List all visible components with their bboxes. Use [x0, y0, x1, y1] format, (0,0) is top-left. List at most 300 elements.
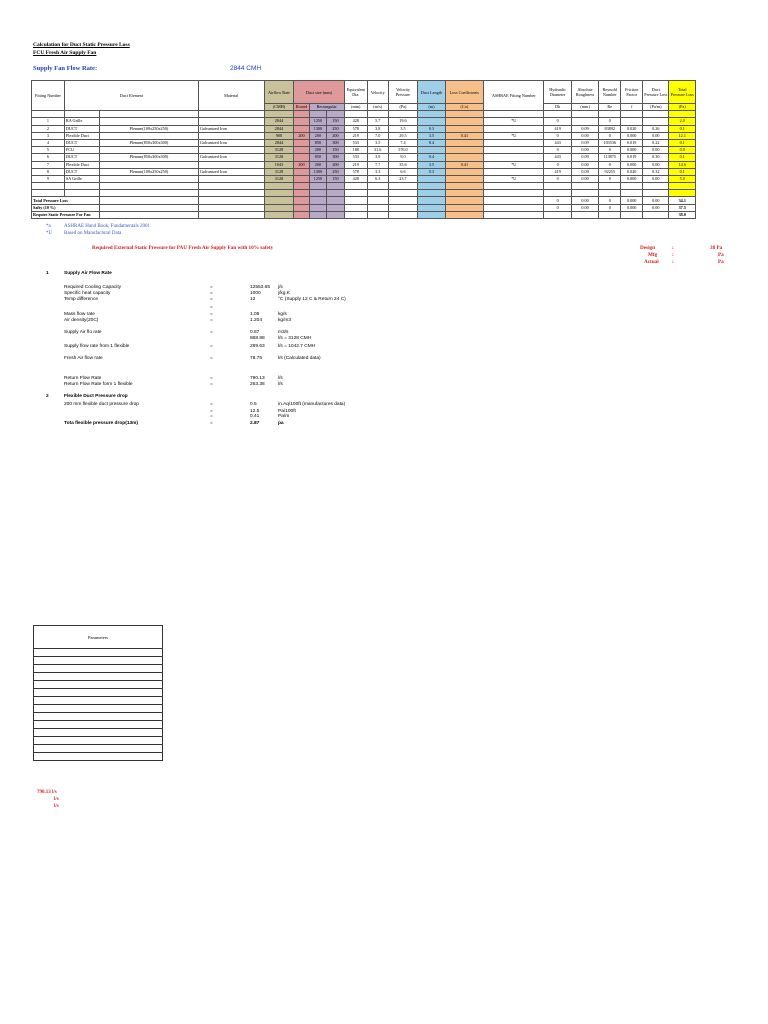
calc-value: 12 — [250, 297, 256, 302]
table-cell — [344, 204, 367, 211]
table-cell: (mm) — [571, 104, 598, 111]
section-number: 2 — [46, 394, 49, 399]
table-cell: 200 — [294, 132, 309, 139]
header-fitting: Fitting Number — [32, 81, 65, 111]
table-cell — [198, 132, 264, 139]
table-cell: Flexible Duct — [64, 161, 99, 168]
table-cell: 219 — [344, 132, 367, 139]
calc-label: Tota flexible pressure drop(13m) — [64, 421, 139, 426]
design-value: 38 Pa — [710, 245, 723, 251]
table-cell: 0.00 — [643, 204, 669, 211]
table-cell: 150 — [327, 147, 345, 154]
table-cell: Galvanized Iron — [198, 125, 264, 132]
parameters-row — [34, 657, 163, 665]
table-cell — [198, 211, 264, 218]
table-row — [32, 111, 696, 118]
actual-colon: : — [672, 259, 674, 265]
table-cell — [64, 183, 99, 190]
parameters-cell — [34, 681, 163, 689]
calc-value: 868.88 — [250, 336, 265, 341]
table-cell — [621, 211, 643, 218]
actual-value: Pa — [718, 259, 724, 265]
table-cell — [418, 118, 445, 125]
parameters-row — [34, 705, 163, 713]
table-cell: 7 — [32, 161, 65, 168]
table-cell: 3.5 — [418, 132, 445, 139]
header-velocity: Velocity — [367, 81, 388, 104]
calc-label: Return Flow Rate form 1 flexible — [64, 382, 133, 387]
bottom-left-value-3: l/s — [54, 804, 59, 809]
table-cell: 0 — [544, 197, 571, 204]
mfg-colon: : — [672, 252, 674, 258]
table-cell: 200 — [309, 132, 327, 139]
table-cell — [621, 190, 643, 197]
table-cell — [445, 204, 483, 211]
table-cell: 0 — [544, 175, 571, 182]
table-cell: Plenum(100x250x250) — [100, 168, 199, 175]
table-cell: 83892 — [599, 125, 621, 132]
table-cell — [100, 211, 199, 218]
supply-flow-label: Supply Fan Flow Rate: — [33, 65, 98, 72]
table-cell: 533 — [344, 154, 367, 161]
parameters-row — [34, 665, 163, 673]
table-cell: 0.09 — [571, 125, 598, 132]
header-reynolds: Reynold Number — [599, 81, 621, 104]
calc-unit: l/s = 1042.7 CMH — [278, 344, 316, 349]
table-cell: 0.00 — [571, 175, 598, 182]
table-cell: Galvanized Iron — [198, 168, 264, 175]
header-element: Duct Element — [64, 81, 198, 111]
table-cell: 0.1 — [669, 139, 696, 146]
table-cell — [388, 190, 418, 197]
table-cell — [198, 175, 264, 182]
table-cell — [388, 204, 418, 211]
table-cell — [264, 211, 294, 218]
table-cell — [100, 111, 199, 118]
calc-unit: in.Aq/100ft (manufactures data) — [278, 402, 346, 407]
parameters-cell — [34, 729, 163, 737]
section-title: Supply Air Flow Rate — [64, 271, 112, 276]
parameters-row — [34, 729, 163, 737]
table-cell — [445, 147, 483, 154]
calc-label: Air density(20C) — [64, 318, 99, 323]
table-cell: 6 — [32, 154, 65, 161]
table-cell: 5 — [32, 147, 65, 154]
table-cell — [621, 183, 643, 190]
table-cell — [367, 183, 388, 190]
table-cell: 300 — [327, 154, 345, 161]
table-cell: RA Grille — [64, 118, 99, 125]
table-cell: 113875 — [599, 154, 621, 161]
parameters-cell — [34, 753, 163, 761]
table-cell — [544, 183, 571, 190]
table-cell: 0.00 — [643, 197, 669, 204]
table-cell: 1250 — [309, 118, 327, 125]
table-cell: Plenum(850x300x300) — [100, 139, 199, 146]
table-cell — [445, 190, 483, 197]
table-cell: 23.7 — [388, 175, 418, 182]
design-colon: : — [672, 245, 674, 251]
table-cell: (Pa) — [669, 104, 696, 111]
table-cell — [484, 211, 544, 218]
calc-unit: Pa/100ft — [278, 409, 296, 414]
table-cell: 200 — [309, 161, 327, 168]
table-cell: 0.1 — [669, 154, 696, 161]
table-cell — [484, 147, 544, 154]
table-cell — [64, 111, 99, 118]
table-cell: 1 — [32, 118, 65, 125]
table-cell — [100, 190, 199, 197]
calc-unit: l/s — [278, 376, 283, 381]
calc-label: Required Cooling Capacity — [64, 285, 122, 290]
table-cell: 0.09 — [571, 139, 598, 146]
table-cell: 150 — [327, 118, 345, 125]
table-cell: DUCT — [64, 139, 99, 146]
calc-label: Fresh Air flow rate — [64, 356, 103, 361]
table-cell: 0 — [599, 118, 621, 125]
note-text-1: ASHRAE Hand Book, Fundamentals 2001 — [64, 224, 150, 229]
parameters-cell — [34, 745, 163, 753]
table-cell — [264, 204, 294, 211]
page-title: Calculation for Duct Static Pressure Loss — [33, 42, 130, 48]
table-cell: 0 — [599, 204, 621, 211]
table-cell: 0.00 — [643, 161, 669, 168]
table-cell: 0.1 — [669, 168, 696, 175]
table-cell — [198, 190, 264, 197]
table-cell — [484, 183, 544, 190]
table-cell — [294, 147, 309, 154]
calc-label: Supply Air flo rate — [64, 330, 102, 335]
table-summary-row — [32, 197, 696, 204]
table-cell — [445, 175, 483, 182]
calc-label: Mass flow rate — [64, 312, 95, 317]
calc-unit: j/kg.K — [278, 291, 290, 296]
table-cell — [418, 175, 445, 182]
parameters-row — [34, 689, 163, 697]
table-cell: 8 — [32, 168, 65, 175]
table-cell: 0.000 — [621, 175, 643, 182]
table-cell — [484, 197, 544, 204]
table-cell — [484, 125, 544, 132]
parameters-cell — [34, 705, 163, 713]
parameters-cell — [34, 721, 163, 729]
table-cell: 35.6 — [388, 161, 418, 168]
table-cell: 3.9 — [367, 154, 388, 161]
table-cell: 3128 — [264, 175, 294, 182]
requirement-text: Required External Static Pressure for PAU Fresh Air Supply Fan with 10% safety — [92, 245, 274, 251]
table-cell: 0.000 — [621, 197, 643, 204]
table-cell: 219 — [344, 161, 367, 168]
table-cell — [445, 183, 483, 190]
table-cell — [294, 197, 309, 204]
table-cell — [367, 211, 388, 218]
table-cell — [309, 111, 327, 118]
table-cell: 150 — [327, 175, 345, 182]
table-cell: DUCT — [64, 168, 99, 175]
calc-value: 0.87 — [250, 330, 260, 335]
header-velocity-pressure: Velocity Pressure — [388, 81, 418, 104]
table-cell — [198, 147, 264, 154]
table-cell: Safty (10 %) — [32, 204, 100, 211]
table-cell: 0.00 — [643, 132, 669, 139]
table-cell — [621, 118, 643, 125]
table-cell — [621, 111, 643, 118]
table-cell — [643, 111, 669, 118]
parameters-row — [34, 673, 163, 681]
table-cell — [198, 183, 264, 190]
table-cell: 0 — [599, 147, 621, 154]
table-cell: *U — [484, 161, 544, 168]
table-cell: 2844 — [264, 118, 294, 125]
table-cell: (Pa) — [388, 104, 418, 111]
table-cell — [484, 111, 544, 118]
calc-value: 263.38 — [250, 382, 265, 387]
table-cell: 14.6 — [669, 161, 696, 168]
table-cell — [418, 183, 445, 190]
table-cell: 578 — [344, 168, 367, 175]
calc-equals: = — [210, 356, 213, 361]
header-roughness: Absolute Roughness — [571, 81, 598, 104]
parameters-cell — [34, 737, 163, 745]
table-cell — [418, 197, 445, 204]
table-cell: 0.09 — [571, 154, 598, 161]
table-cell — [484, 154, 544, 161]
table-cell: 0 — [599, 132, 621, 139]
table-cell — [418, 211, 445, 218]
table-row — [32, 118, 696, 125]
table-cell: 6.6 — [388, 168, 418, 175]
header-hydraulic: Hydraulic Diameter — [544, 81, 571, 104]
table-row — [32, 175, 696, 182]
table-cell — [388, 183, 418, 190]
table-cell — [309, 190, 327, 197]
calc-equals: = — [210, 376, 213, 381]
calc-unit: l/s (Calculated data) — [278, 356, 321, 361]
table-cell — [418, 204, 445, 211]
calc-value: 1000 — [250, 291, 261, 296]
table-cell: 2 — [32, 125, 65, 132]
table-cell — [571, 183, 598, 190]
table-cell: 31.6 — [367, 147, 388, 154]
calc-equals: = — [210, 305, 213, 310]
table-cell: Round — [294, 104, 309, 111]
calc-label: Supply flow rate from 1 flexible — [64, 344, 130, 349]
table-cell: FCU — [64, 147, 99, 154]
table-cell: 5.7 — [367, 118, 388, 125]
table-cell: 0.32 — [643, 168, 669, 175]
table-cell — [445, 111, 483, 118]
parameters-cell — [34, 673, 163, 681]
calc-label: Return Flow Rate — [64, 376, 102, 381]
table-cell: 3.3 — [367, 168, 388, 175]
table-cell: 2.0 — [669, 118, 696, 125]
table-cell: 3128 — [264, 154, 294, 161]
table-cell: (mm) — [344, 104, 367, 111]
supply-flow-value: 2844 CMH — [230, 65, 262, 72]
table-row — [32, 132, 696, 139]
header-duct-loss: Duct Pressure Loss — [643, 81, 669, 104]
table-cell — [544, 211, 571, 218]
table-row — [32, 183, 696, 190]
table-cell: 4 — [32, 139, 65, 146]
table-cell — [294, 154, 309, 161]
calc-label: Specific heat capacity — [64, 291, 111, 296]
table-cell — [264, 111, 294, 118]
table-cell — [198, 204, 264, 211]
table-cell — [484, 190, 544, 197]
table-cell: 428 — [344, 118, 367, 125]
table-row — [32, 154, 696, 161]
calc-equals: = — [210, 421, 213, 426]
header-loss-coef: Loss Coefficients — [445, 81, 483, 104]
calc-value: 0.41 — [250, 414, 260, 419]
calc-equals: = — [210, 312, 213, 317]
table-cell: 250 — [327, 125, 345, 132]
table-cell: 0.00 — [571, 132, 598, 139]
table-cell — [294, 111, 309, 118]
table-cell: *U — [484, 132, 544, 139]
table-cell: Rectangular — [309, 104, 344, 111]
calc-unit: kg/s — [278, 312, 287, 317]
pressure-loss-table — [31, 80, 696, 219]
calc-unit: kg/m3 — [278, 318, 292, 323]
table-cell — [599, 211, 621, 218]
table-cell: 1300 — [309, 168, 327, 175]
table-cell — [264, 197, 294, 204]
calc-value: 12553.65 — [250, 285, 271, 290]
parameters-row — [34, 713, 163, 721]
table-cell: 38.0 — [669, 211, 696, 218]
table-cell: *U — [484, 175, 544, 182]
table-cell — [327, 211, 345, 218]
table-cell: 850 — [309, 139, 327, 146]
table-cell — [484, 139, 544, 146]
header-length: Duct Length — [418, 81, 445, 104]
table-cell: 0.4 — [418, 154, 445, 161]
parameters-cell — [34, 665, 163, 673]
calc-value: 1.204 — [250, 318, 263, 323]
calc-equals: = — [210, 291, 213, 296]
parameters-row — [34, 721, 163, 729]
table-summary-row — [32, 211, 696, 218]
table-cell — [388, 211, 418, 218]
table-cell — [388, 111, 418, 118]
table-cell — [294, 190, 309, 197]
calc-unit: l/s — [278, 382, 283, 387]
table-cell: 0.020 — [621, 168, 643, 175]
table-cell — [571, 211, 598, 218]
table-cell: 0.3 — [418, 168, 445, 175]
table-cell — [100, 175, 199, 182]
calc-unit: °C (Supply 12 C & Return 24 C) — [278, 297, 346, 302]
table-cell — [294, 211, 309, 218]
table-cell — [344, 211, 367, 218]
table-cell — [327, 111, 345, 118]
table-cell: 6.3 — [367, 175, 388, 182]
table-cell — [32, 111, 65, 118]
table-cell — [327, 190, 345, 197]
note-mark-1: *a — [46, 224, 51, 229]
table-cell: 0.019 — [621, 154, 643, 161]
table-cell — [367, 190, 388, 197]
calc-unit: l/s = 3128 CMH — [278, 336, 312, 341]
table-cell: 0.1 — [669, 125, 696, 132]
table-cell — [344, 190, 367, 197]
table-cell: Dh — [544, 104, 571, 111]
table-cell: 0 — [599, 197, 621, 204]
table-cell: 0 — [544, 132, 571, 139]
parameters-row — [34, 681, 163, 689]
parameters-cell — [34, 697, 163, 705]
table-cell: Plenum(100x250x250) — [100, 125, 199, 132]
table-cell: 250 — [327, 168, 345, 175]
table-cell: 29.5 — [388, 132, 418, 139]
table-cell: 0.41 — [445, 132, 483, 139]
parameters-row — [34, 737, 163, 745]
parameters-cell — [34, 649, 163, 657]
table-cell: Require Static Pressure For Fan — [32, 211, 100, 218]
calc-equals: = — [210, 297, 213, 302]
table-cell — [445, 139, 483, 146]
table-cell: DUCT — [64, 154, 99, 161]
table-cell: 0.3 — [418, 125, 445, 132]
table-cell — [100, 183, 199, 190]
table-cell: 2844 — [264, 125, 294, 132]
table-cell — [367, 197, 388, 204]
table-cell — [445, 154, 483, 161]
table-cell — [643, 118, 669, 125]
calc-equals: = — [210, 330, 213, 335]
table-cell: 0.09 — [571, 168, 598, 175]
table-cell — [643, 190, 669, 197]
calc-unit: Pa/m — [278, 414, 290, 419]
calc-unit: pa — [278, 421, 284, 426]
table-cell — [344, 197, 367, 204]
table-cell — [309, 204, 327, 211]
table-cell: 2844 — [264, 139, 294, 146]
table-cell: 0.0 — [669, 147, 696, 154]
parameters-cell — [34, 689, 163, 697]
table-row — [32, 161, 696, 168]
table-cell: (m/s) — [367, 104, 388, 111]
table-cell — [264, 190, 294, 197]
calc-value: 2.87 — [250, 421, 260, 426]
table-cell — [599, 190, 621, 197]
table-cell — [367, 111, 388, 118]
bottom-left-value-1: 790.13 l/s — [37, 790, 57, 795]
table-cell — [100, 132, 199, 139]
parameters-cell — [34, 713, 163, 721]
calc-unit: j/s — [278, 285, 283, 290]
table-summary-row — [32, 204, 696, 211]
table-cell: 5.0 — [669, 175, 696, 182]
table-cell: 92255 — [599, 168, 621, 175]
table-cell: 0.30 — [643, 154, 669, 161]
table-cell — [445, 211, 483, 218]
table-cell: 3.8 — [367, 125, 388, 132]
table-cell — [445, 118, 483, 125]
table-cell: 0 — [544, 118, 571, 125]
section-number: 1 — [46, 271, 49, 276]
table-cell: 3.5 — [388, 125, 418, 132]
calc-value: 0.5 — [250, 402, 257, 407]
page-subtitle: FCU Fresh Air Supply Fan — [33, 50, 97, 56]
parameters-title: Parameters — [34, 626, 163, 649]
table-cell: 3128 — [264, 147, 294, 154]
table-row — [32, 139, 696, 146]
header-material: Material — [198, 81, 264, 111]
calc-value: 790.13 — [250, 376, 265, 381]
